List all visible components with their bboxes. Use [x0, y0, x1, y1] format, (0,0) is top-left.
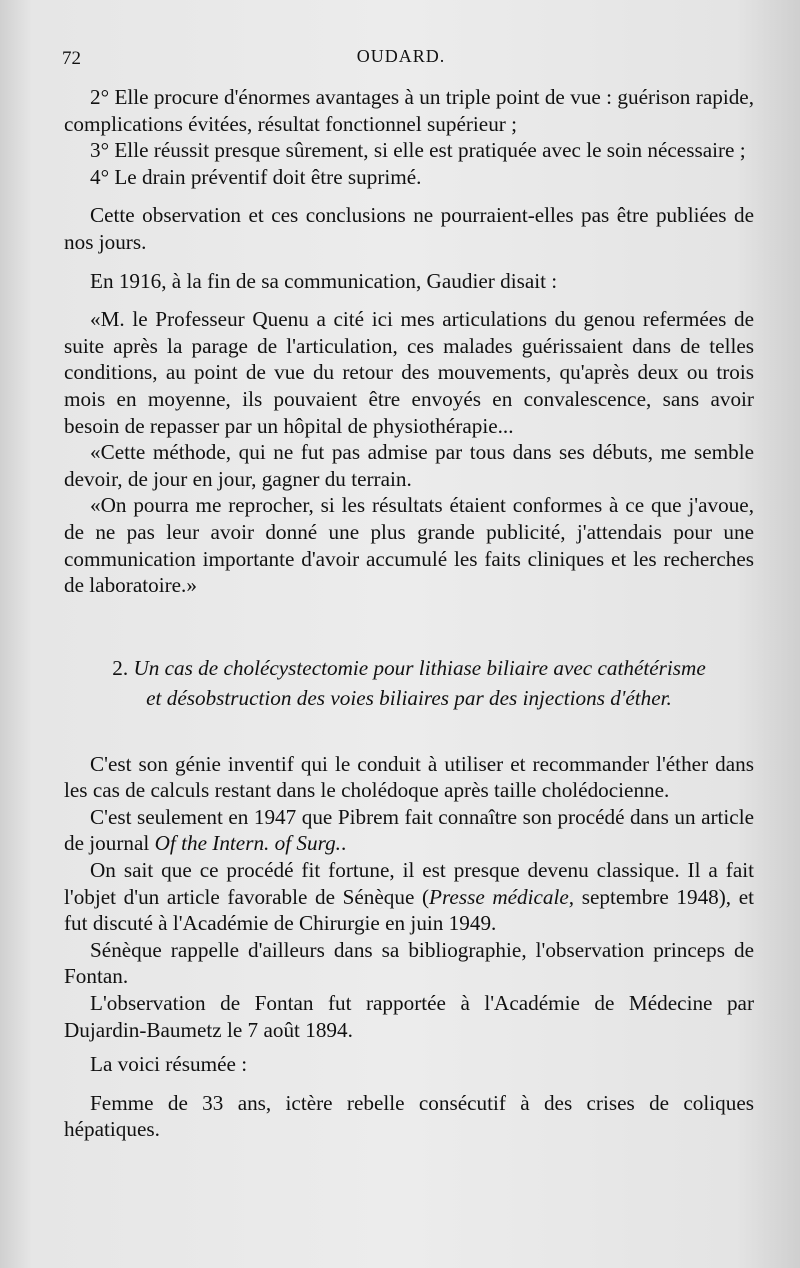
section-title-line-1 [64, 653, 754, 683]
paragraph-ether: C'est son génie inventif qui le conduit à utiliser et recommander l'éther dans les cas de calculs restant dans le cholédoque après taille cholédocienne. [64, 751, 754, 803]
pibrem-text-end: . [340, 831, 347, 856]
section-number: 2. [112, 655, 129, 680]
running-head: OUDARD. [356, 46, 446, 66]
paragraph-bibliographie: Sénèque rappelle d'ailleurs dans sa bibliographie, l'observation princeps de Fontan. [64, 937, 754, 989]
paragraph-fontan: L'observation de Fontan fut rapportée à l'Académie de Médecine par Dujardin-Baumetz le 7 août 1894. [64, 991, 754, 1042]
pibrem-text: C'est seulement en 1947 que Pibrem fait connaître son procédé dans un article de journal [64, 804, 754, 856]
quote-paragraph-3: «On pourra me reprocher, si les résultats étaient conformes à ce que j'avoue, de ne pas leur avoir donné une plus grande publicité, j'attendais pour une communication importante d'avoir accumulé les faits cliniques et les recherches de laboratoire.» [64, 493, 754, 598]
paragraph-gaudier-intro: En 1916, à la fin de sa communication, Gaudier disait : [90, 268, 558, 293]
conclusion-point-2: 2° Elle procure d'énormes avantages à un triple point de vue : guérison rapide, complications évitées, résultat fonctionnel supérieur ; [64, 85, 754, 136]
seneque-text-end: septembre 1948), et fut discuté à l'Académie de Chirurgie en juin 1949. [64, 884, 754, 936]
paragraph-resumee: La voici résumée : [90, 1052, 248, 1077]
quote-paragraph-1: «M. le Professeur Quenu a cité ici mes articulations du genou refermées de suite après la parage de l'articulation, ces malades guérissaient dans de telles conditions, au point de vue du retour des mouvements, qu'après deux ou trois mois en moyenne, ils pouvaient être envoyés en convalescence, sans avoir besoin de repasser par un hôpital de physiothérapie... [64, 307, 754, 438]
page-header [62, 44, 740, 74]
section-title-line-2: et désobstruction des voies biliaires par des injections d'éther. [146, 685, 672, 710]
section-title-text-1: Un cas de cholécystectomie pour lithiase biliaire avec cathétérisme [133, 655, 706, 680]
seneque-text: On sait que ce procédé fit fortune, il est presque devenu classique. Il a fait l'objet d'un article favorable de Sénèque ( [64, 858, 754, 909]
conclusion-point-4: 4° Le drain préventif doit être suprimé. [90, 164, 422, 189]
page-body [64, 84, 754, 1143]
paragraph-observation: Cette observation et ces conclusions ne pourraient-elles pas être publiées de nos jours. [64, 203, 754, 254]
section-heading [64, 653, 754, 713]
paragraph-case: Femme de 33 ans, ictère rebelle consécutif à des crises de coliques hépatiques. [64, 1090, 754, 1142]
journal-title: Of the Intern. of Surg. [154, 831, 341, 856]
paragraph-seneque [64, 857, 754, 937]
quote-paragraph-2: «Cette méthode, qui ne fut pas admise par tous dans ses débuts, me semble devoir, de jour en jour, gagner du terrain. [64, 440, 754, 491]
conclusion-point-3: 3° Elle réussit presque sûrement, si elle est pratiquée avec le soin nécessaire ; [90, 138, 746, 163]
page-number: 72 [62, 48, 81, 69]
paragraph-pibrem [64, 804, 754, 857]
journal-presse-medicale: Presse médicale, [429, 884, 575, 909]
